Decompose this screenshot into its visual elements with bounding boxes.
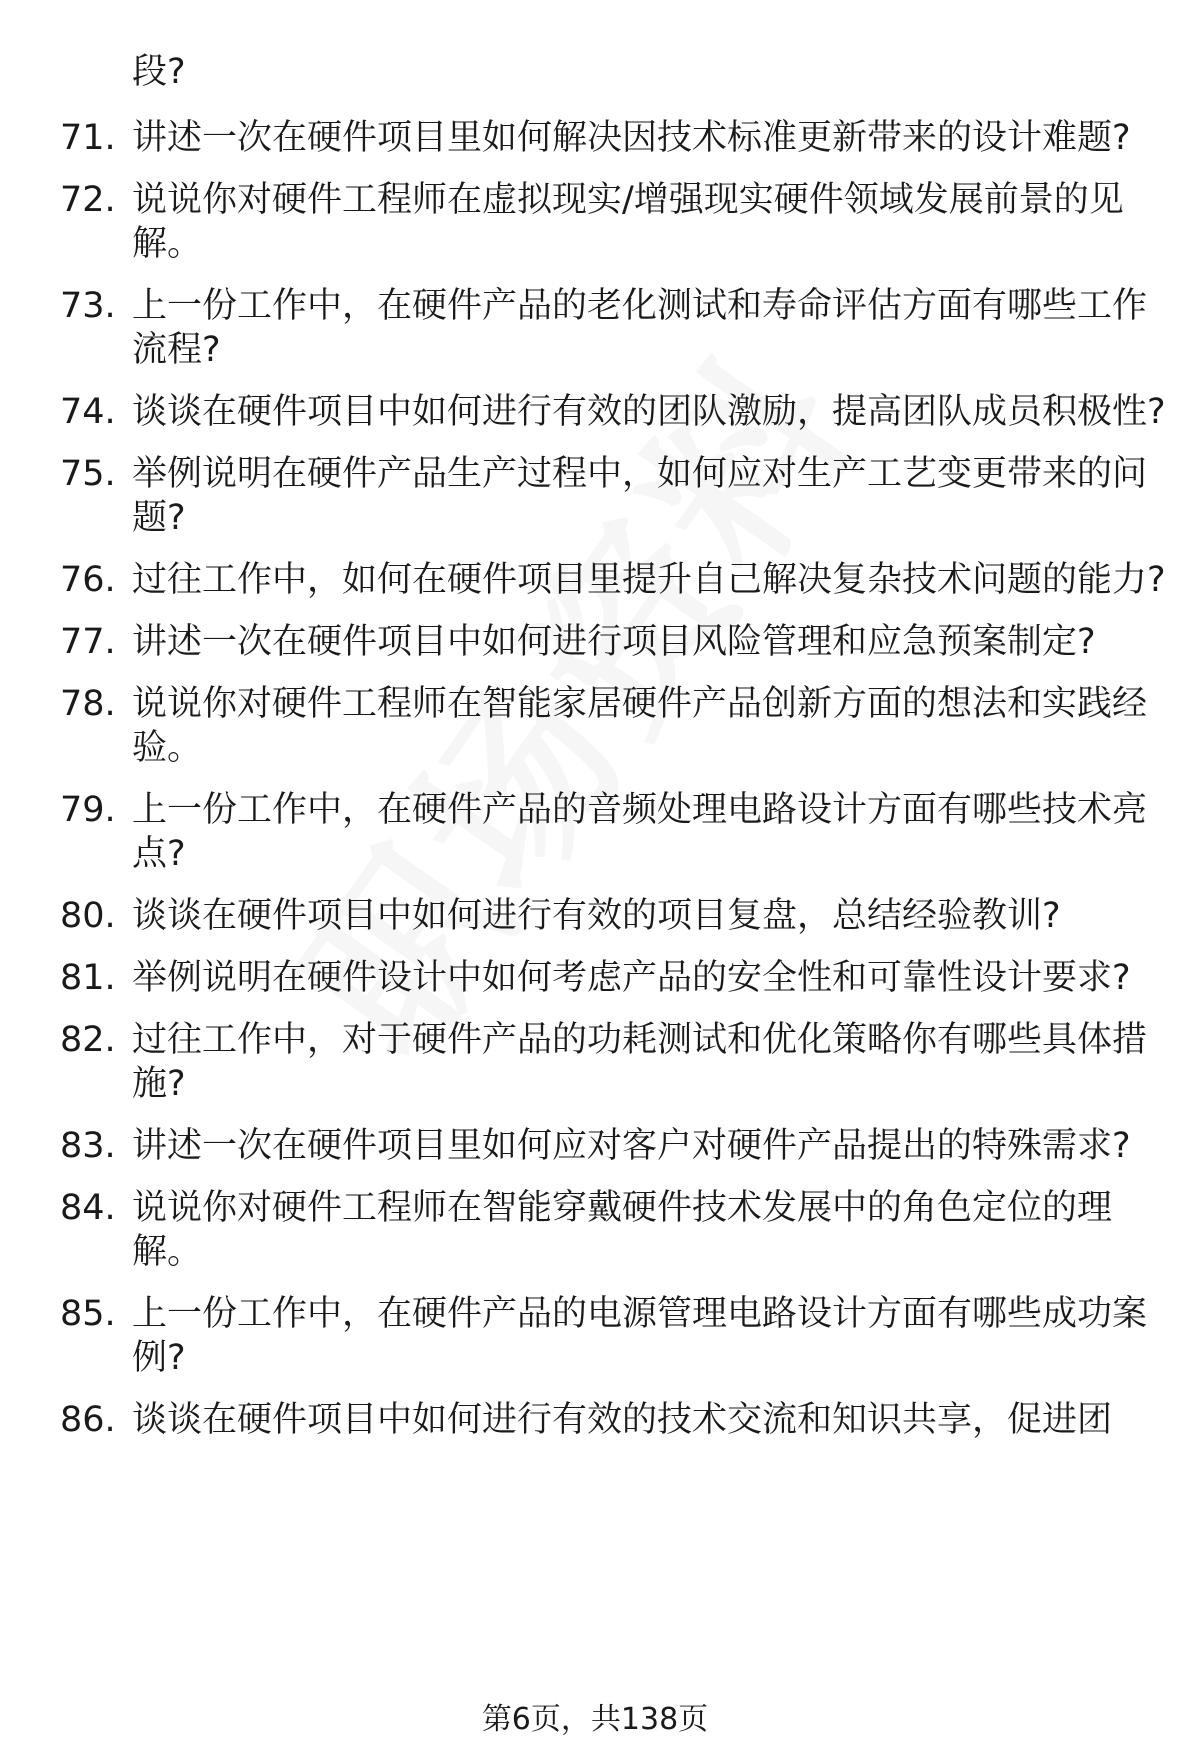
continued-question-text: 段? (132, 52, 186, 92)
question-item (0, 1124, 1190, 1168)
question-item (0, 558, 1190, 602)
question-item (0, 1398, 1190, 1442)
question-list (0, 116, 1190, 1460)
question-text: 讲述一次在硬件项目中如何进行项目风险管理和应急预案制定? (132, 622, 1096, 662)
question-number: 72. (60, 180, 116, 220)
question-item (0, 284, 1190, 372)
question-text: 举例说明在硬件产品生产过程中，如何应对生产工艺变更带来的问题? (132, 454, 1148, 538)
question-text: 说说你对硬件工程师在虚拟现实/增强现实硬件领域发展前景的见解。 (132, 180, 1124, 264)
question-number: 78. (60, 684, 116, 724)
question-number: 76. (60, 560, 116, 600)
question-text: 举例说明在硬件设计中如何考虑产品的安全性和可靠性设计要求? (132, 958, 1131, 998)
question-number: 74. (60, 392, 116, 432)
question-number: 81. (60, 958, 116, 998)
question-item (0, 1018, 1190, 1106)
question-item (0, 1292, 1190, 1380)
question-item (0, 620, 1190, 664)
question-text: 说说你对硬件工程师在智能家居硬件产品创新方面的想法和实践经验。 (132, 684, 1148, 768)
question-item (0, 178, 1190, 266)
question-number: 71. (60, 118, 116, 158)
question-number: 85. (60, 1294, 116, 1334)
question-item (0, 894, 1190, 938)
question-text: 上一份工作中，在硬件产品的电源管理电路设计方面有哪些成功案例? (132, 1294, 1148, 1378)
question-item (0, 1186, 1190, 1274)
question-text: 讲述一次在硬件项目里如何解决因技术标准更新带来的设计难题? (132, 118, 1131, 158)
question-number: 86. (60, 1400, 116, 1440)
question-number: 75. (60, 454, 116, 494)
question-number: 84. (60, 1188, 116, 1228)
question-number: 83. (60, 1126, 116, 1166)
question-item (0, 452, 1190, 540)
question-text: 谈谈在硬件项目中如何进行有效的技术交流和知识共享，促进团 (132, 1400, 1113, 1440)
question-number: 82. (60, 1020, 116, 1060)
question-item (0, 682, 1190, 770)
question-number: 77. (60, 622, 116, 662)
question-text: 说说你对硬件工程师在智能穿戴硬件技术发展中的角色定位的理解。 (132, 1188, 1113, 1272)
question-text: 上一份工作中，在硬件产品的老化测试和寿命评估方面有哪些工作流程? (132, 286, 1148, 370)
question-item (0, 116, 1190, 160)
question-text: 过往工作中，对于硬件产品的功耗测试和优化策略你有哪些具体措施? (132, 1020, 1148, 1104)
question-item (0, 788, 1190, 876)
page-footer: 第6页，共138页 (481, 1702, 709, 1737)
question-text: 谈谈在硬件项目中如何进行有效的项目复盘，总结经验教训? (132, 896, 1061, 936)
question-item (0, 956, 1190, 1000)
question-item (0, 390, 1190, 434)
question-text: 上一份工作中，在硬件产品的音频处理电路设计方面有哪些技术亮点? (132, 790, 1148, 874)
question-number: 80. (60, 896, 116, 936)
question-number: 73. (60, 286, 116, 326)
question-number: 79. (60, 790, 116, 830)
question-text: 过往工作中，如何在硬件项目里提升自己解决复杂技术问题的能力? (132, 560, 1166, 600)
question-text: 谈谈在硬件项目中如何进行有效的团队激励，提高团队成员积极性? (132, 392, 1166, 432)
question-text: 讲述一次在硬件项目里如何应对客户对硬件产品提出的特殊需求? (132, 1126, 1131, 1166)
